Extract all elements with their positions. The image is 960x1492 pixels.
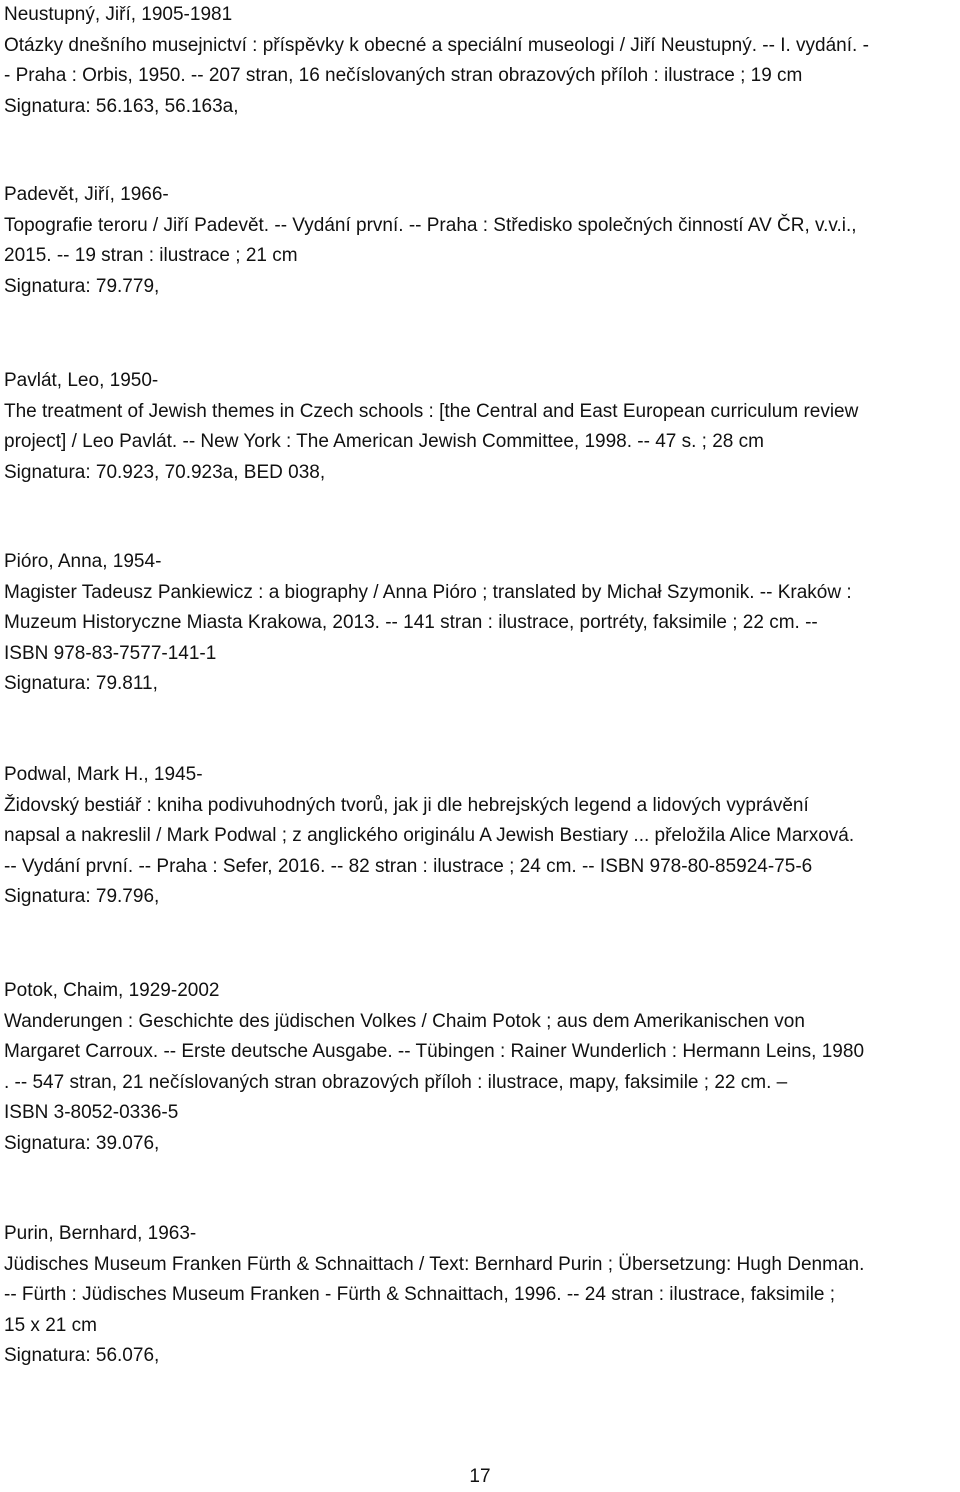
entry-author: Potok, Chaim, 1929-2002 <box>4 980 220 1001</box>
entry-description-line: 15 x 21 cm <box>4 1314 97 1336</box>
entry-signature: Signatura: 70.923, 70.923a, BED 038, <box>4 461 326 483</box>
entry-description-line: . -- 547 stran, 21 nečíslovaných stran obrazových příloh : ilustrace, mapy, faksimile ; 22 cm. – <box>4 1071 788 1093</box>
entry-signature: Signatura: 56.076, <box>4 1345 160 1366</box>
entry-description-line: Magister Tadeusz Pankiewicz : a biography / Anna Pióro ; translated by Michał Szymonik. -- Kraków : <box>4 581 852 603</box>
entry-description-line: Topografie teroru / Jiří Padevět. -- Vydání první. -- Praha : Středisko společných činností AV ČR, v.v.i., <box>4 214 857 236</box>
entry-description-line: -- Fürth : Jüdisches Museum Franken - Fürth & Schnaittach, 1996. -- 24 stran : ilustrace, faksimile ; <box>4 1284 836 1305</box>
entry-author: Padevět, Jiří, 1966- <box>4 184 169 205</box>
catalog-entry-pioro <box>4 547 956 700</box>
page-number: 17 <box>469 1466 491 1487</box>
entry-signature: Signatura: 79.811, <box>4 673 158 694</box>
entry-description-line: - Praha : Orbis, 1950. -- 207 stran, 16 nečíslovaných stran obrazových příloh : ilustrace ; 19 cm <box>4 65 803 86</box>
entry-description-line: Muzeum Historyczne Miasta Krakowa, 2013. -- 141 stran : ilustrace, portréty, faksimile ; 22 cm. -- <box>4 612 818 633</box>
entry-author: Neustupný, Jiří, 1905-1981 <box>4 4 233 25</box>
entry-signature: Signatura: 39.076, <box>4 1132 160 1154</box>
entry-signature: Signatura: 79.796, <box>4 886 160 907</box>
entry-description-line: Margaret Carroux. -- Erste deutsche Ausgabe. -- Tübingen : Rainer Wunderlich : Hermann Leins, 1980 <box>4 1041 865 1062</box>
entry-isbn: ISBN 978-83-7577-141-1 <box>4 642 217 664</box>
entry-author: Purin, Bernhard, 1963- <box>4 1223 197 1244</box>
catalog-entry-padevet <box>4 180 956 302</box>
entry-description-line: Židovský bestiář : kniha podivuhodných tvorů, jak ji dle hebrejských legend a lidových vyprávění <box>4 794 809 816</box>
entry-description-line: The treatment of Jewish themes in Czech schools : [the Central and East European curriculum review <box>4 400 859 422</box>
catalog-entry-potok <box>4 976 956 1159</box>
catalog-entry-pavlat <box>4 366 956 488</box>
catalog-entry-neustupny <box>4 0 956 122</box>
entry-description-line: Jüdisches Museum Franken Fürth & Schnaittach / Text: Bernhard Purin ; Übersetzung: Hugh Denman. <box>4 1253 865 1275</box>
entry-author: Podwal, Mark H., 1945- <box>4 764 203 785</box>
entry-author: Pavlát, Leo, 1950- <box>4 370 159 391</box>
entry-author: Pióro, Anna, 1954- <box>4 551 162 572</box>
entry-description-line: Otázky dnešního musejnictví : příspěvky k obecné a speciální museologi / Jiří Neustupný. -- I. vydání. - <box>4 34 869 56</box>
catalog-entry-podwal <box>4 760 956 913</box>
entry-description-line: project] / Leo Pavlát. -- New York : The American Jewish Committee, 1998. -- 47 s. ; 28 cm <box>4 431 764 452</box>
entry-description-line: 2015. -- 19 stran : ilustrace ; 21 cm <box>4 245 298 266</box>
catalog-entry-purin <box>4 1219 956 1372</box>
entry-description-line: Wanderungen : Geschichte des jüdischen Volkes / Chaim Potok ; aus dem Amerikanischen von <box>4 1010 805 1032</box>
entry-isbn: ISBN 3-8052-0336-5 <box>4 1102 179 1123</box>
entry-description-line: napsal a nakreslil / Mark Podwal ; z anglického originálu A Jewish Bestiary ... přeložila Alice Marxová. <box>4 825 855 846</box>
entry-signature: Signatura: 79.779, <box>4 275 160 297</box>
entry-signature: Signatura: 56.163, 56.163a, <box>4 95 239 117</box>
entry-description-line: -- Vydání první. -- Praha : Sefer, 2016. -- 82 stran : ilustrace ; 24 cm. -- ISBN 978-80-85924-75-6 <box>4 855 813 877</box>
